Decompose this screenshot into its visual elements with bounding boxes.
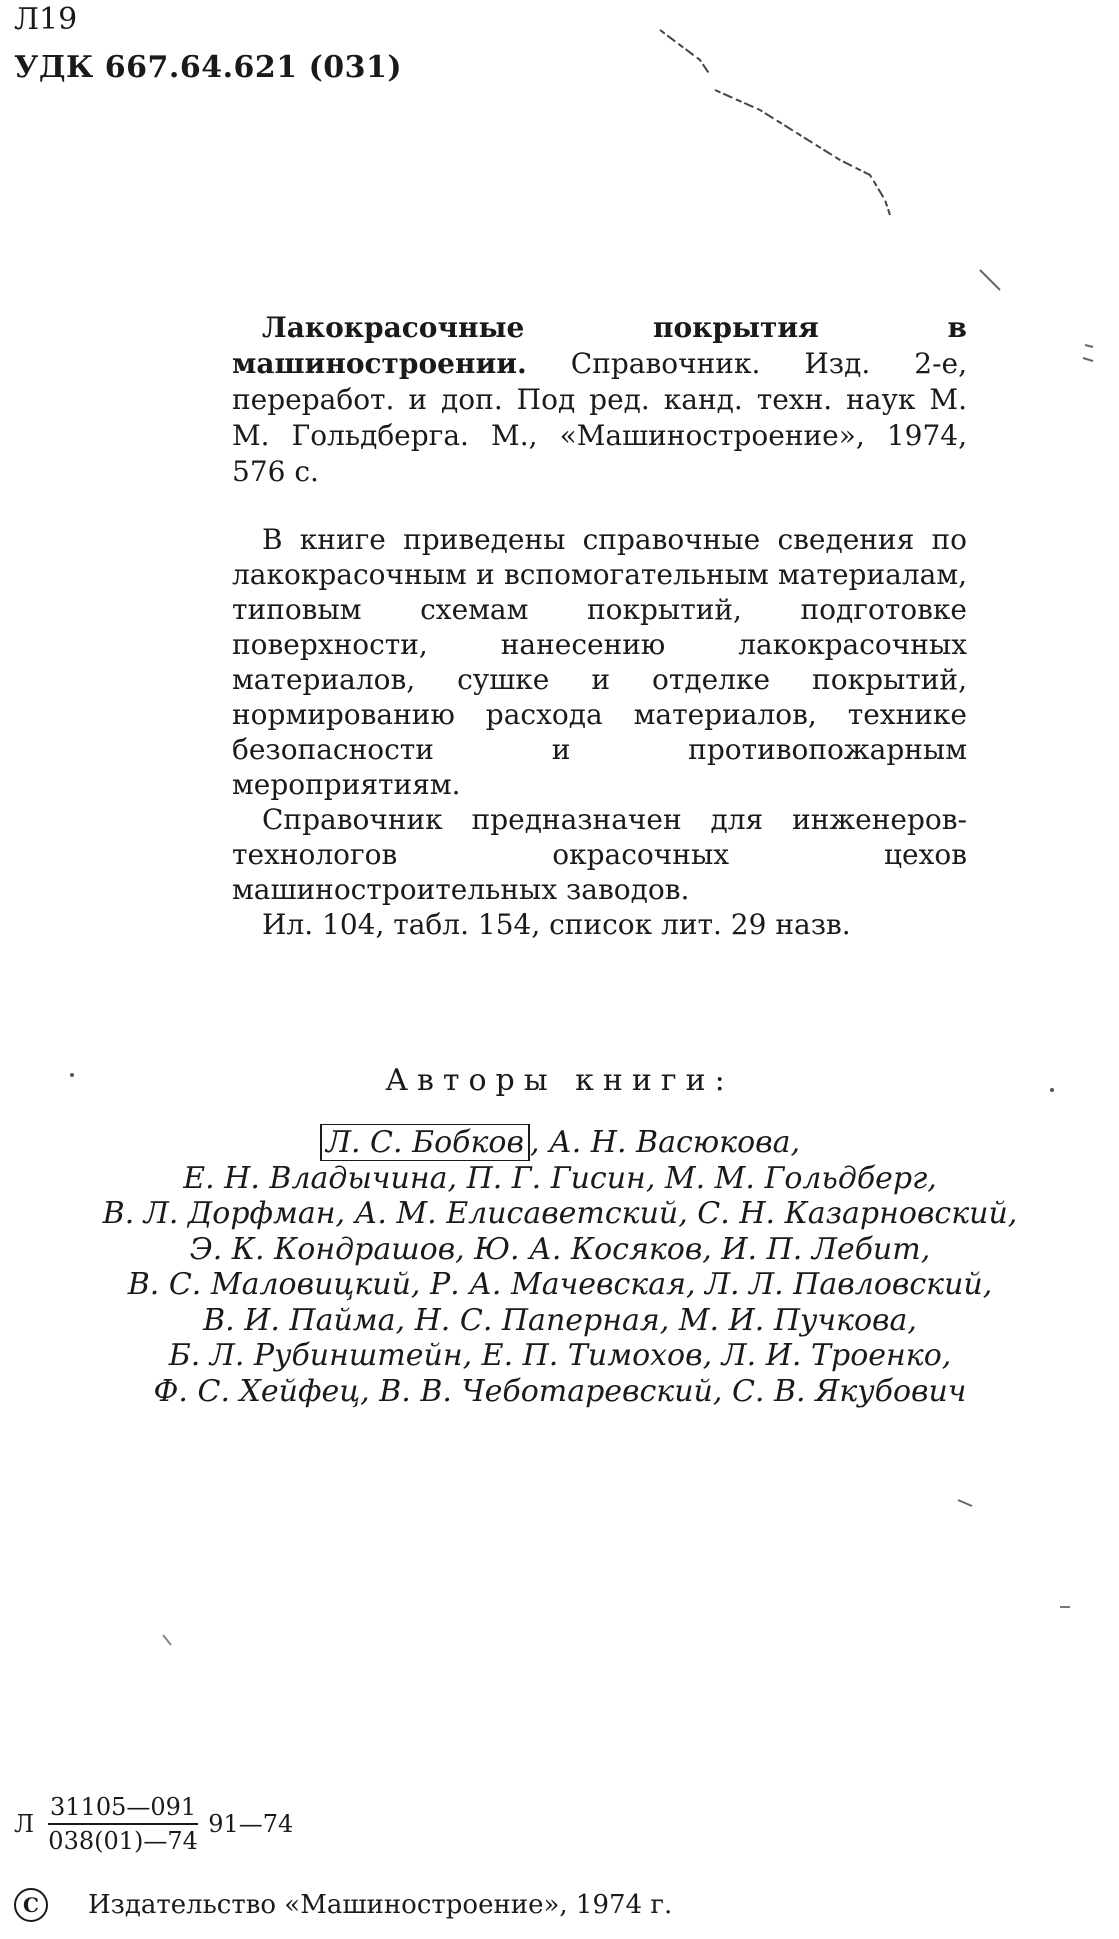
udk-code: УДК 667.64.621 (031) bbox=[14, 50, 403, 85]
publication-index bbox=[14, 1793, 293, 1855]
index-denominator: 038(01)—74 bbox=[48, 1827, 198, 1855]
annotation bbox=[232, 522, 967, 942]
author-line: Е. Н. Владычина, П. Г. Гисин, М. М. Гольдберг, bbox=[183, 1160, 937, 1196]
authors-list bbox=[70, 1125, 1050, 1409]
author-line: В. И. Пайма, Н. С. Паперная, М. И. Пучкова, bbox=[203, 1302, 917, 1338]
index-numerator: 31105—091 bbox=[48, 1793, 198, 1825]
author-line: В. С. Маловицкий, Р. А. Мачевская, Л. Л. Павловский, bbox=[127, 1267, 993, 1302]
index-letter: Л bbox=[14, 1810, 35, 1838]
authors-heading: Авторы книги: bbox=[385, 1063, 734, 1098]
author-line: Э. К. Кондрашов, Ю. А. Косяков, И. П. Лебит, bbox=[189, 1231, 931, 1267]
library-code: Л19 bbox=[14, 2, 78, 37]
annotation-paragraph: В книге приведены справочные сведения по лакокрасочным и вспомогательным материалам, типовым схемам покрытий, подготовке поверхности, нанесению лакокрасочных материалов, сушке и отделке покрытий, нормированию расхода материалов, технике безопасности и противопожарным мероприятиям. bbox=[232, 523, 967, 801]
author-line-text: , А. Н. Васюкова, bbox=[529, 1125, 801, 1160]
book-title: Лакокрасочные покрытия в машиностроении. bbox=[232, 311, 967, 380]
author-line: В. Л. Дорфман, А. М. Елисаветский, С. Н. Казарновский, bbox=[102, 1196, 1018, 1231]
index-suffix: 91—74 bbox=[208, 1810, 294, 1838]
author-line bbox=[70, 1125, 1050, 1161]
bibliographic-entry bbox=[232, 310, 967, 490]
book-details: Справочник. Изд. 2-е, переработ. и доп. Под ред. канд. техн. наук М. М. Гольдберга. М., «Машиностроение», 1974, 576 с. bbox=[232, 347, 968, 488]
author-line: Б. Л. Рубинштейн, Е. П. Тимохов, Л. И. Троенко, bbox=[168, 1338, 952, 1373]
copyright-line bbox=[14, 1888, 672, 1922]
author-line: Ф. С. Хейфец, В. В. Чеботаревский, С. В. Якубович bbox=[153, 1373, 967, 1409]
copyright-text: Издательство «Машиностроение», 1974 г. bbox=[88, 1890, 673, 1920]
copyright-icon: C bbox=[14, 1888, 48, 1922]
index-fraction bbox=[48, 1793, 198, 1855]
annotation-paragraph: Справочник предназначен для инженеров-технологов окрасочных цехов машиностроительных заводов. bbox=[232, 803, 967, 906]
annotation-paragraph: Ил. 104, табл. 154, список лит. 29 назв. bbox=[262, 908, 851, 941]
boxed-author-name: Л. С. Бобков bbox=[320, 1124, 530, 1161]
